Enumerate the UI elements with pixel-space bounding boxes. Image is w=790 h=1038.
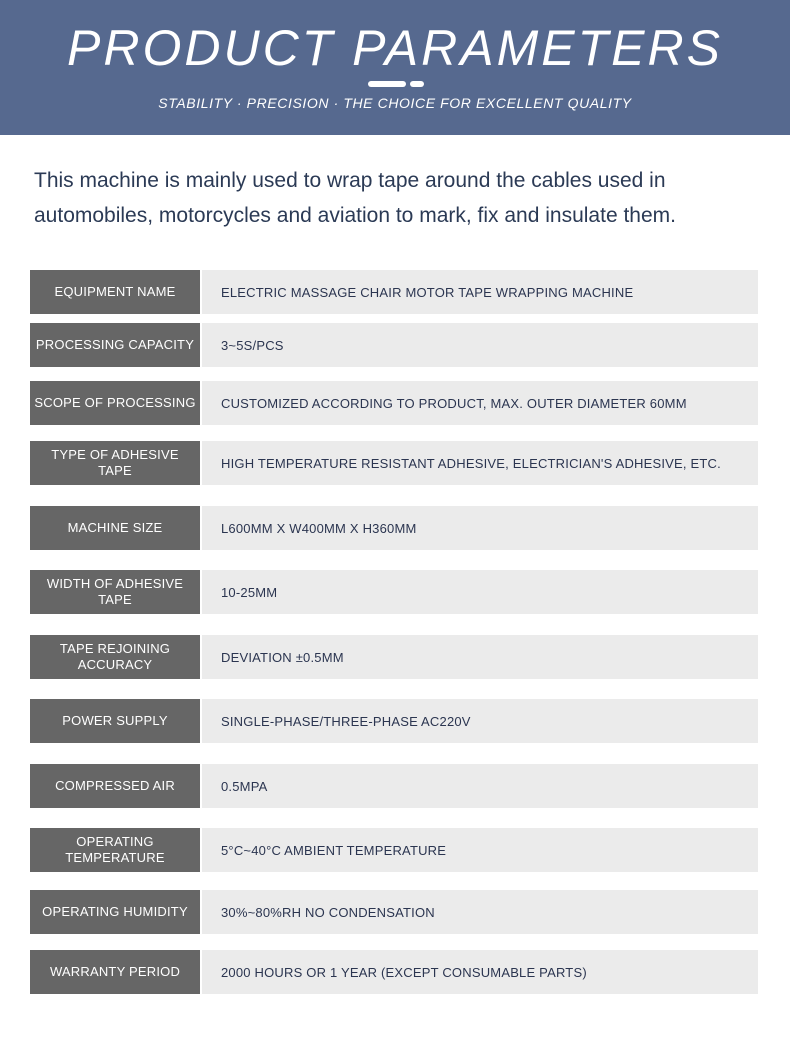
param-label: OPERATING TEMPERATURE [30,828,200,872]
param-value: SINGLE-PHASE/THREE-PHASE AC220V [202,699,758,743]
page-subtitle: STABILITY · PRECISION · THE CHOICE FOR EXCELLENT QUALITY [158,95,632,111]
param-value: CUSTOMIZED ACCORDING TO PRODUCT, MAX. OUTER DIAMETER 60MM [202,381,758,425]
param-value: ELECTRIC MASSAGE CHAIR MOTOR TAPE WRAPPING MACHINE [202,270,758,314]
param-row-width-of-adhesive-tape [30,570,758,614]
param-label: OPERATING HUMIDITY [30,890,200,934]
param-row-operating-humidity [30,890,758,934]
param-row-equipment-name [30,270,758,314]
param-label: WIDTH OF ADHESIVE TAPE [30,570,200,614]
param-row-warranty-period [30,950,758,994]
param-value: 2000 HOURS OR 1 YEAR (EXCEPT CONSUMABLE PARTS) [202,950,758,994]
param-value: L600MM X W400MM X H360MM [202,506,758,550]
param-label: TAPE REJOINING ACCURACY [30,635,200,679]
param-label: SCOPE OF PROCESSING [30,381,200,425]
param-value: 3~5S/PCS [202,323,758,367]
underline-dot [410,81,424,87]
param-value: 5°C~40°C AMBIENT TEMPERATURE [202,828,758,872]
param-row-operating-temperature [30,828,758,872]
title-underline-decoration [368,81,424,87]
param-label: TYPE OF ADHESIVE TAPE [30,441,200,485]
param-row-type-of-adhesive-tape [30,441,758,485]
param-row-compressed-air [30,764,758,808]
param-label: POWER SUPPLY [30,699,200,743]
param-label: PROCESSING CAPACITY [30,323,200,367]
param-value: HIGH TEMPERATURE RESISTANT ADHESIVE, ELECTRICIAN'S ADHESIVE, ETC. [202,441,758,485]
underline-bar [368,81,406,87]
param-value: DEVIATION ±0.5MM [202,635,758,679]
param-value: 30%~80%RH NO CONDENSATION [202,890,758,934]
param-label: MACHINE SIZE [30,506,200,550]
param-label: COMPRESSED AIR [30,764,200,808]
param-row-processing-capacity [30,323,758,367]
intro-text: This machine is mainly used to wrap tape around the cables used in automobiles, motorcycles and aviation to mark, fix and insulate them. [34,169,676,227]
param-row-machine-size [30,506,758,550]
param-value: 0.5MPA [202,764,758,808]
page-title: PRODUCT PARAMETERS [67,20,723,76]
param-label: WARRANTY PERIOD [30,950,200,994]
param-row-scope-of-processing [30,381,758,425]
param-value: 10-25MM [202,570,758,614]
param-label: EQUIPMENT NAME [30,270,200,314]
param-row-tape-rejoining-accuracy [30,635,758,679]
header-banner [0,0,790,135]
param-row-power-supply [30,699,758,743]
